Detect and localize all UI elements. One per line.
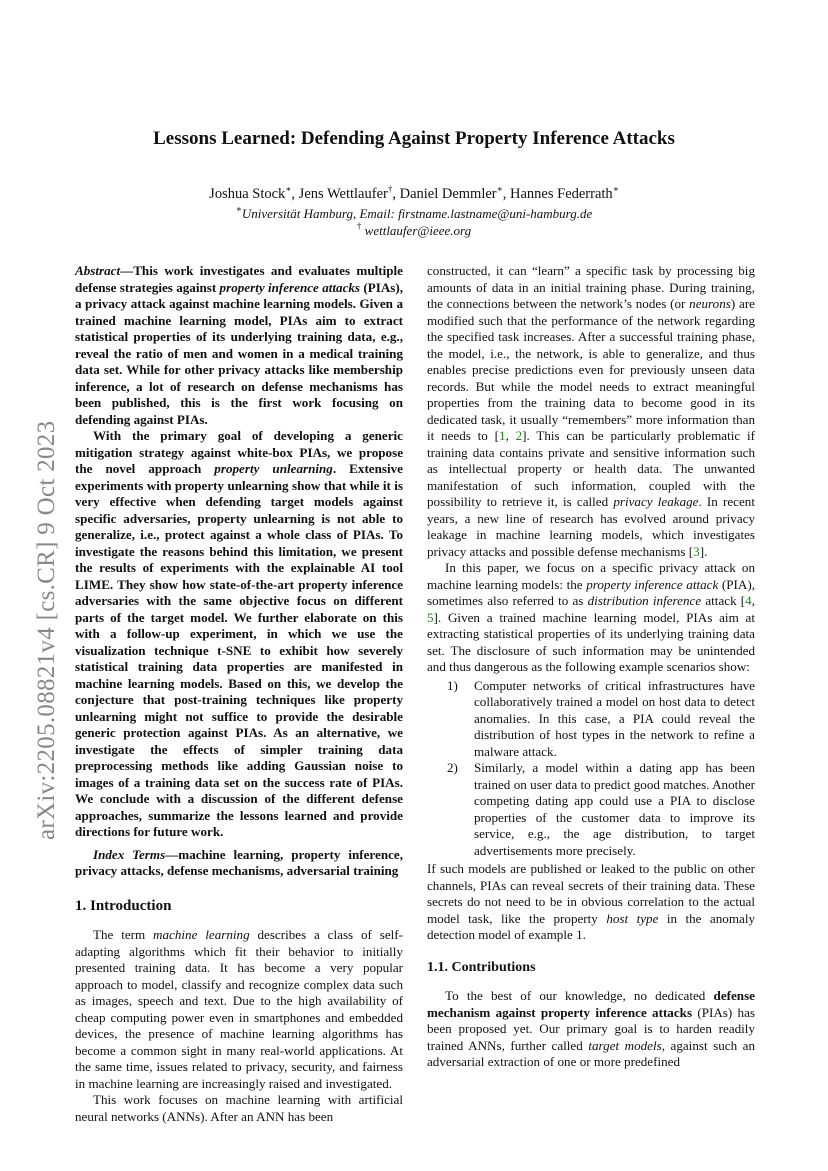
affiliation-mark: ∗ [496,184,503,194]
body-text: , against such an adversarial extraction of one or more predefined [427,1037,755,1069]
body-text: ]. Given a trained machine learning model, PIAs aim at extracting statistical properties of its underlying training data set. The disclosure of such information may be unintended and thus dangerous as the following example scenarios show: [427,609,755,674]
left-column [75,263,403,1125]
abstract-text: . Extensive experiments with property unlearning show that while it is very effective when defending target models against specific adversaries, property unlearning is not able to generalize, i.e., protect against a whole class of PIAs. To investigate the reasons behind this limitation, we present the results of experiments with the explainable AI tool LIME. They show how state-of-the-art property inference adversaries with the same objective focus on different parts of the target model. We further elaborate on this with a follow-up experiment, in which we use the visualization technique t-SNE to exhibit how severely statistical training data properties are manifested in machine learning models. Based on this, we develop the conjecture that post-training techniques like property unlearning might not suffice to provide the desirable generic protection against PIAs. As an alternative, we investigate the effects of simpler training data preprocessing methods like adding Gaussian noise to images of a training data set on the success rate of PIAs. We conclude with a discussion of the different defense approaches, summarize the lessons learned and provide directions for future work. [75,461,403,839]
body-text: (PIA), sometimes also referred to as [427,576,755,608]
body-emphasis: host type [606,910,659,926]
affiliation-mark: † [356,221,362,231]
abstract-text: With the primary goal of developing a generic mitigation strategy against white-box PIAs, we propose the novel approach [75,428,403,476]
author-name: Daniel Demmler [399,186,497,202]
citation-link[interactable]: 2 [515,428,523,443]
citation-link[interactable]: 5 [427,609,434,625]
body-paragraph [427,861,755,944]
body-text: If such models are published or leaked to the public on other channels, PIAs can reveal secrets of their training data. These secrets do not need to be in obvious correlation to the actual model task, like the property [427,861,755,926]
citation-link[interactable]: 1 [499,428,506,443]
affiliation-line [0,223,828,239]
body-emphasis: machine learning [153,927,250,942]
citation-separator: , [505,428,516,443]
abstract-emphasis: property inference attacks [219,279,361,295]
arxiv-identifier[interactable]: arXiv:2205.08821v4 [cs.CR] 9 Oct 2023 [33,420,60,840]
right-column [427,263,755,1071]
body-bold: defense mechanism against property inference attacks [427,988,755,1020]
body-text: constructed, it can “learn” a specific task by processing big amounts of data in an initial training phase. During training, the connections between the network’s nodes (or [427,263,755,311]
affiliation-mark: ∗ [285,184,292,194]
abstract-emphasis: property unlearning [214,461,333,476]
subsection-heading: 1.1. Contributions [427,959,536,975]
affiliation-text: Universität Hamburg, Email: firstname.lastname@uni-hamburg.de [241,206,593,221]
list-item [447,677,755,761]
body-text: ]. [699,543,708,559]
body-text: In this paper, we focus on a specific privacy attack on machine learning models: the [427,560,755,592]
affiliation-email: wettlaufer@ieee.org [364,223,472,238]
list-item-number: 2) [447,760,458,775]
author-name: Hannes Federrath [510,186,613,202]
index-terms [75,847,403,880]
author-name: Jens Wettlaufer [298,186,388,202]
body-emphasis: distribution inference [587,593,702,608]
body-emphasis: privacy leakage [613,494,699,509]
body-emphasis: property inference attack [586,576,719,592]
affiliation-mark: ∗ [612,184,619,194]
author-list: Joshua Stock∗, Jens Wettlaufer†, Daniel Demmler∗, Hannes Federrath∗ [209,184,619,202]
body-paragraph [427,988,755,1071]
abstract-paragraph [75,263,403,428]
index-terms-text: —machine learning, property inference, privacy attacks, defense mechanisms, adversarial training [75,846,403,878]
body-text: describes a class of self-adapting algorithms which fit their behavior to initially presented training data. It has become a very popular approach to model, classify and recognize complex data such as images, speech and text. Due to the high availability of cheap computing power even in smartphones and embedded devices, the presence of machine learning algorithms has become a common sight in many real-world applications. At the same time, issues related to privacy, security, and fairness in machine learning are increasingly raised and investigated. [75,927,403,1091]
abstract-text: (PIAs), a privacy attack against machine learning models. Given a trained machine learning model, PIAs aim to extract statistical properties of its underlying training data, e.g., reveal the ratio of men and women in a medical training data set. While for other privacy attacks like membership inference, a lot of research on defense mechanisms has been published, this is the first work focusing on defending against PIAs. [75,279,403,427]
body-paragraph: This work focuses on machine learning with artificial neural networks (ANNs). After an ANN has been [75,1092,403,1124]
affiliation-line [0,206,828,222]
index-terms-label: Index Terms [93,846,166,862]
body-paragraph [75,927,403,1092]
body-text: The term [93,927,154,942]
abstract-label: Abstract [75,263,121,278]
author-name: Joshua Stock [209,186,286,202]
body-text: ]. This can be particularly problematic if training data contains private and sensitive information such as intellectual property or health data. The unwanted manifestation of such information, coupled with the possibility to retrieve it, is called [427,428,755,509]
body-text: ) are modified such that the performance of the network regarding the specified task increases. After a successful training phase, the model, i.e., the network, is able to generalize, and thus enables precise predictions even for previously unseen data records. But while the model needs to extract meaningful properties from the training data to become good in its dedicated task, it usually “remembers” more information than it needs to [ [427,296,755,443]
abstract-paragraph [75,428,403,841]
body-text: attack [ [701,593,746,608]
body-text: in the anomaly detection model of example 1. [427,910,756,942]
abstract-text: —This work investigates and evaluates multiple defense strategies against [75,263,403,295]
body-paragraph [427,560,755,676]
arxiv-stamp [16,372,64,842]
citation-link[interactable]: 4 [745,593,752,608]
paper-title: Lessons Learned: Defending Against Property Inference Attacks [153,128,675,149]
list-item-text: Similarly, a model within a dating app has been trained on user data to predict good matches. Another competing dating app could use a PIA to disclose properties of the customer data to improve its service, e.g., the age distribution, to target advertisements more precisely. [474,760,755,858]
body-emphasis: target models [588,1037,662,1053]
affiliation-mark: ∗ [235,204,242,214]
citation-separator: , [751,593,755,608]
list-item-text: Computer networks of critical infrastructures have collaboratively trained a model on host data to detect anomalies. In this case, a PIA could reveal the distribution of host types in the network to refine a malware attack. [474,677,755,759]
body-text: . In recent years, a new line of research has evolved around privacy leakage in machine learning models, which investigates privacy attacks and possible defense mechanisms [ [427,494,755,559]
list-item [447,760,755,859]
list-item-number: 1) [447,677,458,693]
body-paragraph [427,263,755,560]
section-heading: 1. Introduction [75,897,172,914]
citation-link[interactable]: 3 [693,543,700,559]
body-text: To the best of our knowledge, no dedicated [445,988,714,1003]
body-emphasis: neurons [689,296,731,311]
affiliation-mark: † [387,184,393,194]
scenario-list [427,678,755,860]
body-text: (PIAs) has been proposed yet. Our primary goal is to harden readily trained ANNs, further called [427,1004,756,1053]
